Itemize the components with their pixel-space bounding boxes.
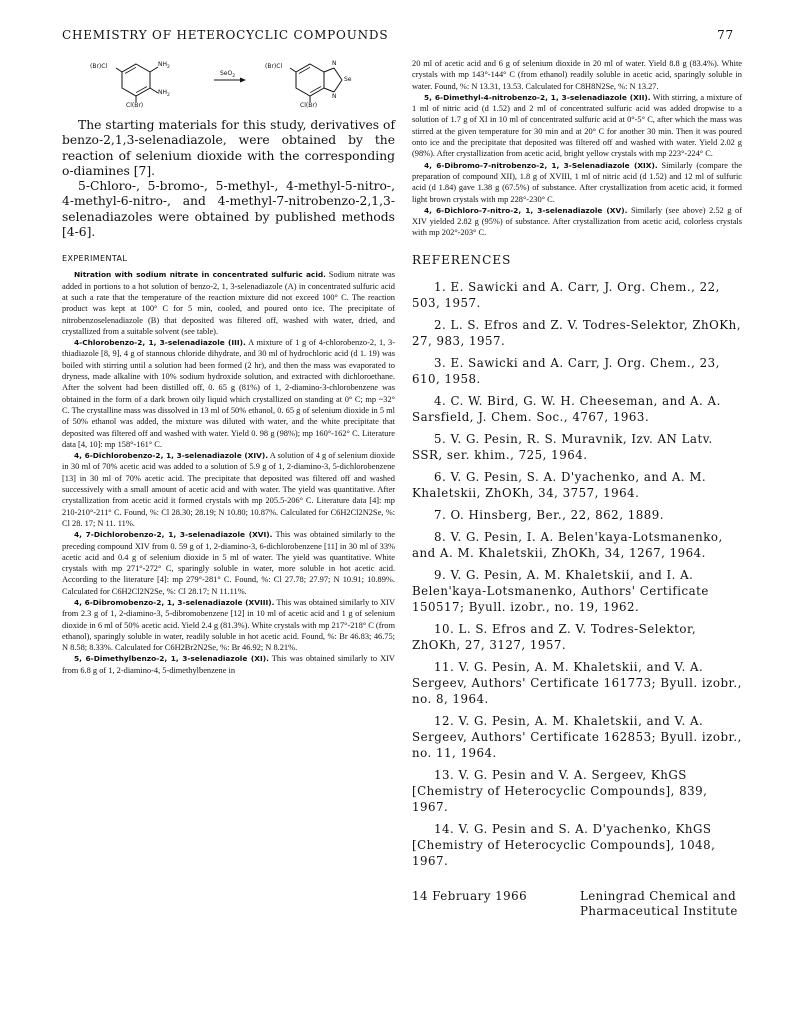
reference-item: 3. E. Sawicki and A. Carr, J. Org. Chem., 23, 610, 1958.: [412, 355, 720, 386]
paragraph-title: 4, 6-Dichlorobenzo-2, 1, 3-selenadiazole (XIV).: [74, 451, 269, 461]
paragraph-text: A mixture of 1 g of 4-chlorobenzo-2, 1, 3-thiadiazole [8, 9], 4 g of stannous chloride dihydrate, and 30 ml of hydrochloric acid (d 1. 19) was boiled with stirring until a solution had been formed (2 hr), and then the mass was evaporated to dryness, made alkaline with 10% sodium hydroxide solution, and extracted with dichloroethane. After the solvent had been distilled off, 0. 65 g (81%) of 1, 2-diamino-3-chlorobenzene was obtained in the form of a dark brown oily liquid which crystallized on standing at 0° C; mp ~32° C. The crystalline mass was dissolved in 13 ml of 50% ethanol, 0. 65 g of selenium dioxide in 5 ml of 50% ethanol was added, the mixture was diluted with water, and the white precipitate that deposited was filtered off and washed with water. Yield 0. 98 g (98%); mp 160°-162° C. Literature data [4, 10]: mp 158°-161° C.: [62, 338, 395, 449]
scheme-right-bottom-substituent: Cl(Br): [300, 102, 318, 109]
paragraph-title: 4, 6-Dibromo-7-nitrobenzo-2, 1, 3-Selenadiazole (XIX).: [424, 160, 658, 170]
page-number: 77: [717, 28, 734, 42]
paragraph-title: 4, 6-Dichloro-7-nitro-2, 1, 3-selenadiazole (XV).: [424, 205, 628, 215]
reference-item: 14. V. G. Pesin and S. A. D'yachenko, KhGS [Chemistry of Heterocyclic Compounds], 1048, 1967.: [412, 821, 716, 868]
paragraph-text: This was obtained similarly to the preceding compound XIV from 0. 59 g of 1, 2-diamino-3, 6-dichlorobenzene [11] in 30 ml of 33% acetic acid and 0.4 g of selenium dioxide in 5 ml of water. The yield was quantitative. White crystals with mp 271°-272° C, sparingly soluble in water, more soluble in hot acetic acid. According to the literature [4]: mp 279°-281° C. Found, %: Cl 27.78; 27.97; N 10.91; 10.89%. Calculated for C6H2Cl2N2Se, %: Cl 28.17; N 11.11%.: [62, 530, 396, 596]
paragraph-title: 4, 6-Dibromobenzo-2, 1, 3-selenadiazole (XVIII).: [74, 597, 275, 607]
experimental-heading: EXPERIMENTAL: [62, 254, 128, 264]
experimental-paragraph: [412, 92, 742, 160]
reference-item: 13. V. G. Pesin and V. A. Sergeev, KhGS [Chemistry of Heterocyclic Compounds], 839, 1967.: [412, 767, 708, 814]
reaction-scheme-graphic: [62, 58, 395, 110]
scheme-amino-top: $NH_2$: [158, 61, 170, 71]
experimental-paragraph: [412, 205, 742, 239]
experimental-paragraph: [412, 58, 742, 92]
experimental-paragraph: [62, 653, 395, 676]
paragraph-text: Sodium nitrate was added in portions to a hot solution of benzo-2, 1, 3-selenadiazole (A) in concentrated sulfuric acid at such a rate that the temperature of the reaction mixture did not exceed 100° C. The reaction product was kept at 100° C for 5 min, cooled, and poured onto ice. The precipitate of nitrobenzoselenadiazole (B) that deposited was filtered off, washed with water, dried, and crystallized from a suitable solvent (see table).: [62, 270, 395, 336]
paragraph-text: This was obtained similarly to XIV from 6.8 g of 1, 2-diamino-4, 5-dimethylbenzene in: [62, 654, 395, 675]
reference-item: 10. L. S. Efros and Z. V. Todres-Selektor, ZhOKh, 27, 3127, 1957.: [412, 621, 697, 652]
paragraph-text: 20 ml of acetic acid and 6 g of selenium dioxide in 20 ml of water. Yield 8.8 g (83.4%). White crystals with mp 143°-144° C (from ethanol) readily soluble in acetic acid, sparingly soluble in water. Found, %: N 13.31, 13.53. Calculated for C8H8N2Se, %: N 13.27.: [412, 59, 742, 91]
reference-item: 1. E. Sawicki and A. Carr, J. Org. Chem., 22, 503, 1957.: [412, 279, 720, 310]
paragraph-title: 4-Chlorobenzo-2, 1, 3-selenadiazole (III).: [74, 338, 246, 348]
page-header: [62, 28, 734, 48]
reference-item: 4. C. W. Bird, G. W. H. Cheeseman, and A. A. Sarsfield, J. Chem. Soc., 4767, 1963.: [412, 393, 721, 424]
reference-item: 9. V. G. Pesin, A. M. Khaletskii, and I. A. Belen'kaya-Lotsmanenko, Authors' Certificate 150517; Byull. izobr., no. 19, 1962.: [412, 567, 709, 614]
paragraph-title: 5, 6-Dimethylbenzo-2, 1, 3-selenadiazole (XI).: [74, 654, 269, 664]
reference-item: 8. V. G. Pesin, I. A. Belen'kaya-Lotsmanenko, and A. M. Khaletskii, ZhOKh, 34, 1267, 1964.: [412, 529, 723, 560]
experimental-paragraph: [62, 269, 395, 337]
paragraph-text: With stirring, a mixture of 1 ml of nitric acid (d 1.52) and 2 ml of concentrated sulfuric acid was added dropwise to a solution of 1.7 g of XI in 10 ml of concentrated sulfuric acid at 0°-5° C, after which the mass was stirred at the given temperature for 30 min and at 20° C for another 30 min. Then it was poured onto ice and the precipitate that deposited was filtered off and washed with water. Yield 2.02 g (98%). After crystallization from acetic acid, bright yellow crystals with mp 223°-224° C.: [412, 92, 742, 159]
right-column: [412, 58, 742, 923]
scheme-left-substituent: (Br)Cl: [90, 63, 108, 70]
scheme-nitrogen-top: N: [332, 60, 337, 67]
scheme-amino-bottom: $NH_2$: [158, 89, 170, 99]
scheme-reagent: SeO$_2$: [220, 70, 236, 80]
experimental-continued: [412, 58, 742, 239]
paragraph-title: Nitration with sodium nitrate in concentrated sulfuric acid.: [74, 270, 326, 280]
scheme-left-bottom-substituent: Cl(Br): [126, 102, 144, 109]
institute-name: Leningrad Chemical and Pharmaceutical Institute: [580, 888, 738, 918]
reference-item: 5. V. G. Pesin, R. S. Muravnik, Izv. AN Latv. SSR, ser. khim., 725, 1964.: [412, 431, 713, 462]
intro-paragraph: The starting materials for this study, derivatives of benzo-2,1,3-selenadiazole, were obtained by the reaction of selenium dioxide with the corresponding o-diamines [7].: [62, 118, 395, 178]
reference-item: 2. L. S. Efros and Z. V. Todres-Selektor, ZhOKh, 27, 983, 1957.: [412, 317, 741, 348]
reaction-scheme: [62, 58, 395, 110]
scheme-nitrogen-bottom: N: [332, 93, 337, 100]
experimental-paragraph: [62, 529, 395, 597]
paragraph-text: A solution of 4 g of selenium dioxide in 30 ml of 70% acetic acid was added to a solution of 5.9 g of 1, 2-diamino-3, 5-dichlorobenzene [13] in 30 ml of 70% acetic acid. The precipitate that deposited was filtered off and washed successively with a small amount of acetic acid and with water. The yield was quantitative. After crystallization from acetic acid it formed crystals with mp 205.5-206° C. Literature data [4]: mp 210-210°-211° C. Found, %: Cl 28.30; 28.19; N 10.80; 10.87%. Calculated for C6H2Cl2N2Se, %: Cl 28. 17; N 11. 11%.: [62, 451, 395, 528]
scheme-amino-top-text: NH: [158, 61, 167, 68]
article-footer: [412, 889, 742, 923]
experimental-paragraph: [62, 450, 395, 529]
reference-list: [412, 279, 742, 869]
received-date: 14 February 1966: [412, 888, 528, 903]
reference-item: 6. V. G. Pesin, S. A. D'yachenko, and A. M. Khaletskii, ZhOKh, 34, 3757, 1964.: [412, 469, 707, 500]
experimental-paragraph: [62, 597, 395, 653]
reference-item: 12. V. G. Pesin, A. M. Khaletskii, and V. A. Sergeev, Authors' Certificate 162853; Byull. izobr., no. 11, 1964.: [412, 713, 742, 760]
scheme-reagent-text: SeO: [220, 70, 233, 77]
paragraph-title: 5, 6-Dimethyl-4-nitrobenzo-2, 1, 3-selenadiazole (XII).: [424, 92, 651, 102]
paragraph-title: 4, 7-Dichlorobenzo-2, 1, 3-selenadiazole (XVI).: [74, 530, 273, 540]
experimental-section: [62, 269, 395, 676]
left-column: [62, 58, 395, 676]
paragraph-text: Similarly (see above) 2.52 g of XIV yielded 2.82 g (95%) of substance. After crystallization from acetic acid, colorless crystals with mp 202°-203° C.: [412, 205, 742, 238]
intro-paragraph: 5-Chloro-, 5-bromo-, 5-methyl-, 4-methyl-5-nitro-, 4-methyl-6-nitro-, and 4-methyl-7-nitrobenzo-2,1,3-selenadiazoles were obtained by published methods [4-6].: [62, 179, 395, 240]
scheme-amino-bottom-text: NH: [158, 89, 167, 96]
experimental-paragraph: [412, 160, 742, 205]
reference-item: 11. V. G. Pesin, A. M. Khaletskii, and V. A. Sergeev, Authors' Certificate 161773; Byull. izobr., no. 8, 1964.: [412, 659, 742, 706]
scheme-right-substituent: (Br)Cl: [265, 63, 283, 70]
reference-item: 7. O. Hinsberg, Ber., 22, 862, 1889.: [434, 507, 664, 522]
introduction: [62, 118, 395, 240]
journal-title: CHEMISTRY OF HETEROCYCLIC COMPOUNDS: [62, 28, 389, 42]
experimental-paragraph: [62, 337, 395, 450]
paragraph-text: Similarly (compare the preparation of compound XII), 1.8 g of XVIII, 1 ml of nitric acid (d 1.52) and 12 ml of sulfuric acid (d 1.84) gave 1.38 g (67.5%) of substance. After crystallization from acetic acid, it formed light brown crystals with mp 228°-230° C.: [412, 160, 742, 204]
references-heading: REFERENCES: [412, 252, 512, 267]
paragraph-text: This was obtained similarly to XIV from 2.3 g of 1, 2-diamino-3, 5-dibromobenzene [12] in 10 ml of acetic acid and 1 g of selenium dioxide in 6 ml of 50% acetic acid. Yield 2.4 g (81.3%). White crystals with mp 217°-218° C (from ethanol), sparingly soluble in water, readily soluble in hot acetic acid. Found, %: Br 46.83; 46.75; N 8.58; 8.33%. Calculated for C6H2Br2N2Se, %: Br 46.92; N 8.21%.: [62, 597, 395, 653]
scheme-selenium: Se: [344, 76, 352, 83]
